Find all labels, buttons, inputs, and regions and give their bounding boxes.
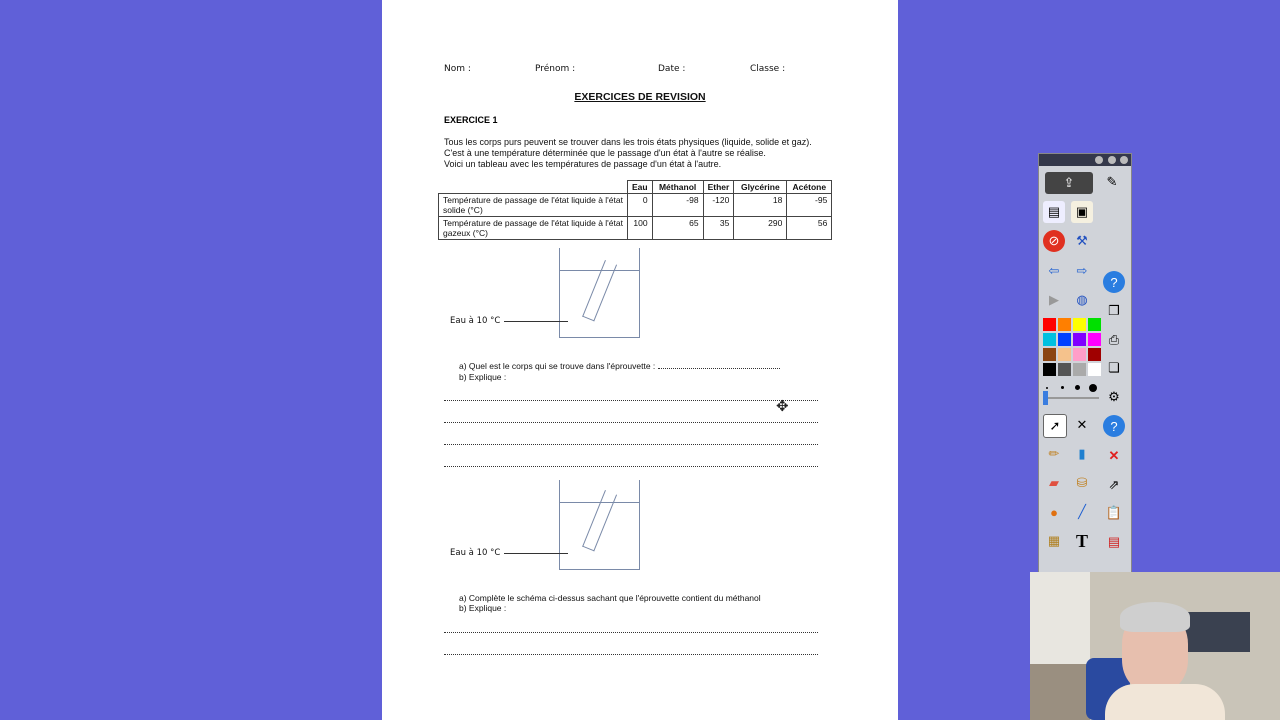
tools-icon[interactable]: ⚒: [1076, 233, 1088, 248]
intro-line-3: Voici un tableau avec les températures de passage d'un état à l'autre.: [444, 159, 722, 169]
color-swatch[interactable]: [1073, 363, 1086, 376]
answer-line: [444, 466, 818, 467]
figure-label-1: Eau à 10 °C: [450, 316, 501, 326]
table-cell: 18: [734, 194, 787, 217]
color-swatch[interactable]: [1073, 333, 1086, 346]
table-header: Méthanol: [652, 181, 703, 194]
share-icon[interactable]: ⇪: [1045, 172, 1093, 194]
webcam-overlay: [1030, 572, 1280, 720]
webcam-person-shirt: [1105, 684, 1225, 720]
globe-icon[interactable]: ◍: [1076, 292, 1088, 307]
table-cell: -98: [652, 194, 703, 217]
table-cell: -120: [703, 194, 734, 217]
color-swatch[interactable]: [1088, 333, 1101, 346]
test-tube: [582, 490, 617, 551]
temperature-table: [438, 180, 832, 240]
close-icon[interactable]: ✕: [1108, 448, 1120, 463]
wrench-icon[interactable]: ✕: [1076, 417, 1088, 432]
annotation-toolbar[interactable]: [1038, 153, 1132, 575]
prenom-label: Prénom :: [535, 64, 576, 74]
question-2b: b) Explique :: [459, 603, 507, 613]
answer-line: [444, 444, 818, 445]
classe-label: Classe :: [750, 64, 786, 74]
color-swatch[interactable]: [1043, 333, 1056, 346]
line-icon[interactable]: ╱: [1078, 504, 1086, 519]
back-arrow-icon[interactable]: ⇦: [1048, 263, 1060, 278]
color-swatch[interactable]: [1088, 348, 1101, 361]
color-swatch[interactable]: [1058, 318, 1071, 331]
nom-label: Nom :: [444, 64, 471, 74]
color-swatch[interactable]: [1073, 348, 1086, 361]
webcam-person-hair: [1120, 602, 1190, 632]
forward-arrow-icon[interactable]: ⇨: [1076, 263, 1088, 278]
play-icon[interactable]: ▶: [1049, 292, 1059, 307]
answer-line: [444, 400, 818, 401]
row-label: Température de passage de l'état liquide à l'état solide (°C): [439, 194, 628, 217]
table-corner: [439, 181, 628, 194]
color-swatch[interactable]: [1043, 348, 1056, 361]
table-header: Acétone: [787, 181, 832, 194]
table-cell: 0: [628, 194, 653, 217]
table-cell: 290: [734, 217, 787, 240]
answer-line: [444, 422, 818, 423]
question-1a: a) Quel est le corps qui se trouve dans l'éprouvette :: [459, 361, 780, 371]
color-swatch[interactable]: [1043, 363, 1056, 376]
row-label: Température de passage de l'état liquide à l'état gazeux (°C): [439, 217, 628, 240]
question-2a: a) Complète le schéma ci-dessus sachant que l'éprouvette contient du méthanol: [459, 593, 761, 603]
toolbar-minimize-icon[interactable]: [1108, 156, 1116, 164]
toolbar-titlebar[interactable]: [1039, 154, 1131, 166]
settings-icon[interactable]: ⚙: [1108, 389, 1120, 404]
color-swatch[interactable]: [1073, 318, 1086, 331]
brush-size-selector[interactable]: [1043, 385, 1099, 391]
toolbar-close-icon[interactable]: [1120, 156, 1128, 164]
help-icon[interactable]: ?: [1103, 271, 1125, 293]
printer-icon[interactable]: ⎙: [1108, 332, 1120, 347]
table-header: Glycérine: [734, 181, 787, 194]
copy-icon[interactable]: ❏: [1108, 360, 1120, 375]
table-row: [439, 217, 832, 240]
label-pointer: [504, 553, 568, 554]
question-1b: b) Explique :: [459, 372, 507, 382]
fill-icon[interactable]: ⛁: [1076, 475, 1088, 490]
toolbar-menu-icon[interactable]: [1095, 156, 1103, 164]
select-arrow-icon[interactable]: ➚: [1043, 414, 1067, 438]
pen-icon[interactable]: ✏: [1048, 446, 1060, 461]
beaker-diagram-1: [559, 248, 640, 338]
worksheet-page: [382, 0, 898, 720]
table-cell: 65: [652, 217, 703, 240]
answer-line: [444, 654, 818, 655]
pages-icon[interactable]: ❐: [1108, 303, 1120, 318]
table-cell: 35: [703, 217, 734, 240]
beaker-diagram-2: [559, 480, 640, 570]
table-header: Ether: [703, 181, 734, 194]
pdf-icon[interactable]: ▤: [1107, 534, 1121, 549]
shape-icon[interactable]: ●: [1050, 504, 1058, 520]
intro-line-2: C'est à une température déterminée que le passage d'un état à l'autre se réalise.: [444, 148, 766, 158]
table-cell: 100: [628, 217, 653, 240]
color-swatch[interactable]: [1058, 363, 1071, 376]
media-icon[interactable]: ▦: [1047, 533, 1061, 548]
color-swatch[interactable]: [1088, 363, 1101, 376]
table-row: [439, 194, 832, 217]
no-entry-icon[interactable]: ⊘: [1043, 230, 1065, 252]
text-icon[interactable]: T: [1075, 530, 1088, 551]
label-pointer: [504, 321, 568, 322]
export-icon[interactable]: ⇗: [1108, 477, 1120, 492]
color-swatch[interactable]: [1058, 348, 1071, 361]
date-label: Date :: [658, 64, 686, 74]
eraser-icon[interactable]: ▰: [1049, 475, 1059, 490]
contact-card-icon[interactable]: ▣: [1071, 201, 1093, 223]
pen-edit-icon[interactable]: ✎: [1106, 174, 1118, 189]
mouse-cursor-icon: ✥: [776, 398, 789, 415]
exercise-heading: EXERCICE 1: [444, 115, 498, 125]
webcam-monitor: [1180, 612, 1250, 652]
table-cell: 56: [787, 217, 832, 240]
slider-thumb[interactable]: [1043, 391, 1048, 405]
help-icon-2[interactable]: ?: [1103, 415, 1125, 437]
color-swatch[interactable]: [1088, 318, 1101, 331]
opacity-slider[interactable]: [1043, 397, 1099, 399]
webcam-books: [1030, 664, 1090, 720]
intro-line-1: Tous les corps purs peuvent se trouver dans les trois états physiques (liquide, solide et gaz).: [444, 137, 812, 147]
page-title: EXERCICES DE REVISION: [574, 91, 706, 103]
answer-line: [444, 632, 818, 633]
marker-icon[interactable]: ▮: [1078, 446, 1086, 461]
figure-label-2: Eau à 10 °C: [450, 548, 501, 558]
table-header-row: [439, 181, 832, 194]
table-header: Eau: [628, 181, 653, 194]
document-icon[interactable]: ▤: [1043, 201, 1065, 223]
table-cell: -95: [787, 194, 832, 217]
color-swatch[interactable]: [1058, 333, 1071, 346]
color-swatch[interactable]: [1043, 318, 1056, 331]
clipboard-icon[interactable]: 📋: [1105, 505, 1123, 520]
